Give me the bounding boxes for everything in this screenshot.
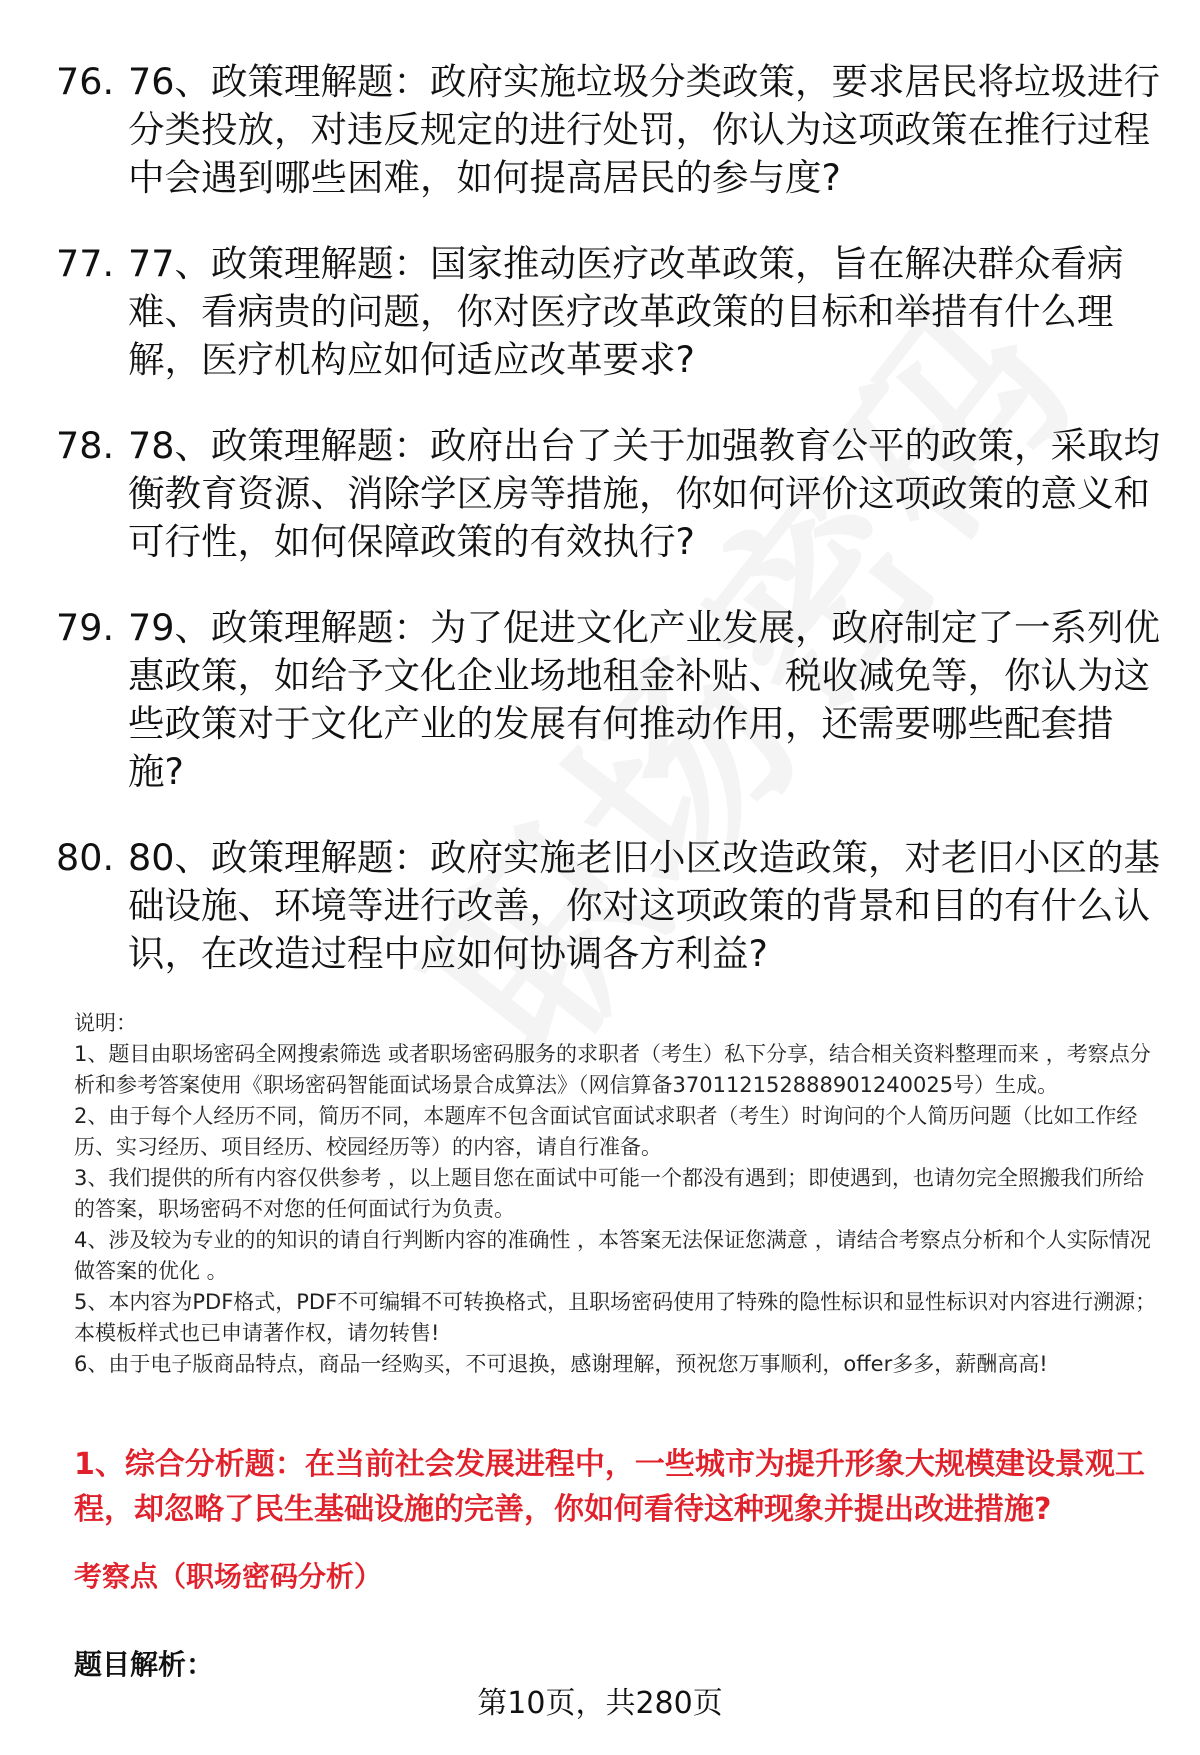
question-number: 80. [56,836,115,879]
question-text: 80、政策理解题：政府实施老旧小区改造政策，对老旧小区的基础设施、环境等进行改善，你对这项政策的背景和目的有什么认识，在改造过程中应如何协调各方利益? [128,836,1160,975]
note-item: 3、我们提供的所有内容仅供参考 ，以上题目您在面试中可能一个都没有遇到；即使遇到，也请勿完全照搬我们所给的答案，职场密码不对您的任何面试行为负责。 [74,1166,1145,1221]
question-item-77 [56,240,1166,384]
question-item-76 [56,58,1166,202]
analysis-heading: 题目解析： [74,1648,215,1681]
note-item: 1、题目由职场密码全网搜索筛选 或者职场密码服务的求职者（考生）私下分享，结合相关资料整理而来 ，考察点分析和参考答案使用《职场密码智能面试场景合成算法》（网信算备370112152888901240025号）生成。 [74,1042,1151,1097]
question-list [56,58,1166,1016]
question-text: 79、政策理解题：为了促进文化产业发展，政府制定了一系列优惠政策，如给予文化企业场地租金补贴、税收减免等，你认为这些政策对于文化产业的发展有何推动作用，还需要哪些配套措施? [128,606,1160,793]
question-item-80 [56,834,1166,978]
question-text: 76、政策理解题：政府实施垃圾分类政策，要求居民将垃圾进行分类投放，对违反规定的进行处罚，你认为这项政策在推行过程中会遇到哪些困难，如何提高居民的参与度? [128,60,1160,199]
notes-title: 说明： [74,1011,137,1035]
question-text: 78、政策理解题：政府出台了关于加强教育公平的政策，采取均衡教育资源、消除学区房等措施，你如何评价这项政策的意义和可行性，如何保障政策的有效执行? [128,424,1160,563]
note-item: 4、涉及较为专业的的知识的请自行判断内容的准确性 ，本答案无法保证您满意 ，请结合考察点分析和个人实际情况做答案的优化 。 [74,1228,1151,1283]
question-number: 79. [56,606,115,649]
question-item-78 [56,422,1166,566]
question-text: 77、政策理解题：国家推动医疗改革政策，旨在解决群众看病难、看病贵的问题，你对医疗改革政策的目标和举措有什么理解，医疗机构应如何适应改革要求? [128,242,1124,381]
note-item: 6、由于电子版商品特点，商品一经购买，不可退换，感谢理解，预祝您万事顺利，offer多多，薪酬高高! [74,1352,1048,1376]
question-number: 77. [56,242,115,285]
page-number-footer: 第10页，共280页 [477,1686,723,1721]
section-question-title: 1、综合分析题：在当前社会发展进程中，一些城市为提升形象大规模建设景观工程，却忽略了民生基础设施的完善，你如何看待这种现象并提出改进措施? [74,1447,1145,1527]
note-item: 2、由于每个人经历不同，简历不同，本题库不包含面试官面试求职者（考生）时询问的个人简历问题（比如工作经历、实习经历、项目经历、校园经历等）的内容，请自行准备。 [74,1104,1138,1159]
notes-section [74,1008,1164,1380]
exam-point-heading: 考察点（职场密码分析） [74,1560,383,1593]
question-number: 78. [56,424,115,467]
note-item: 5、本内容为PDF格式，PDF不可编辑不可转换格式，且职场密码使用了特殊的隐性标识和显性标识对内容进行溯源；本模板样式也已申请著作权，请勿转售! [74,1290,1157,1345]
question-number: 76. [56,60,115,103]
question-item-79 [56,604,1166,796]
